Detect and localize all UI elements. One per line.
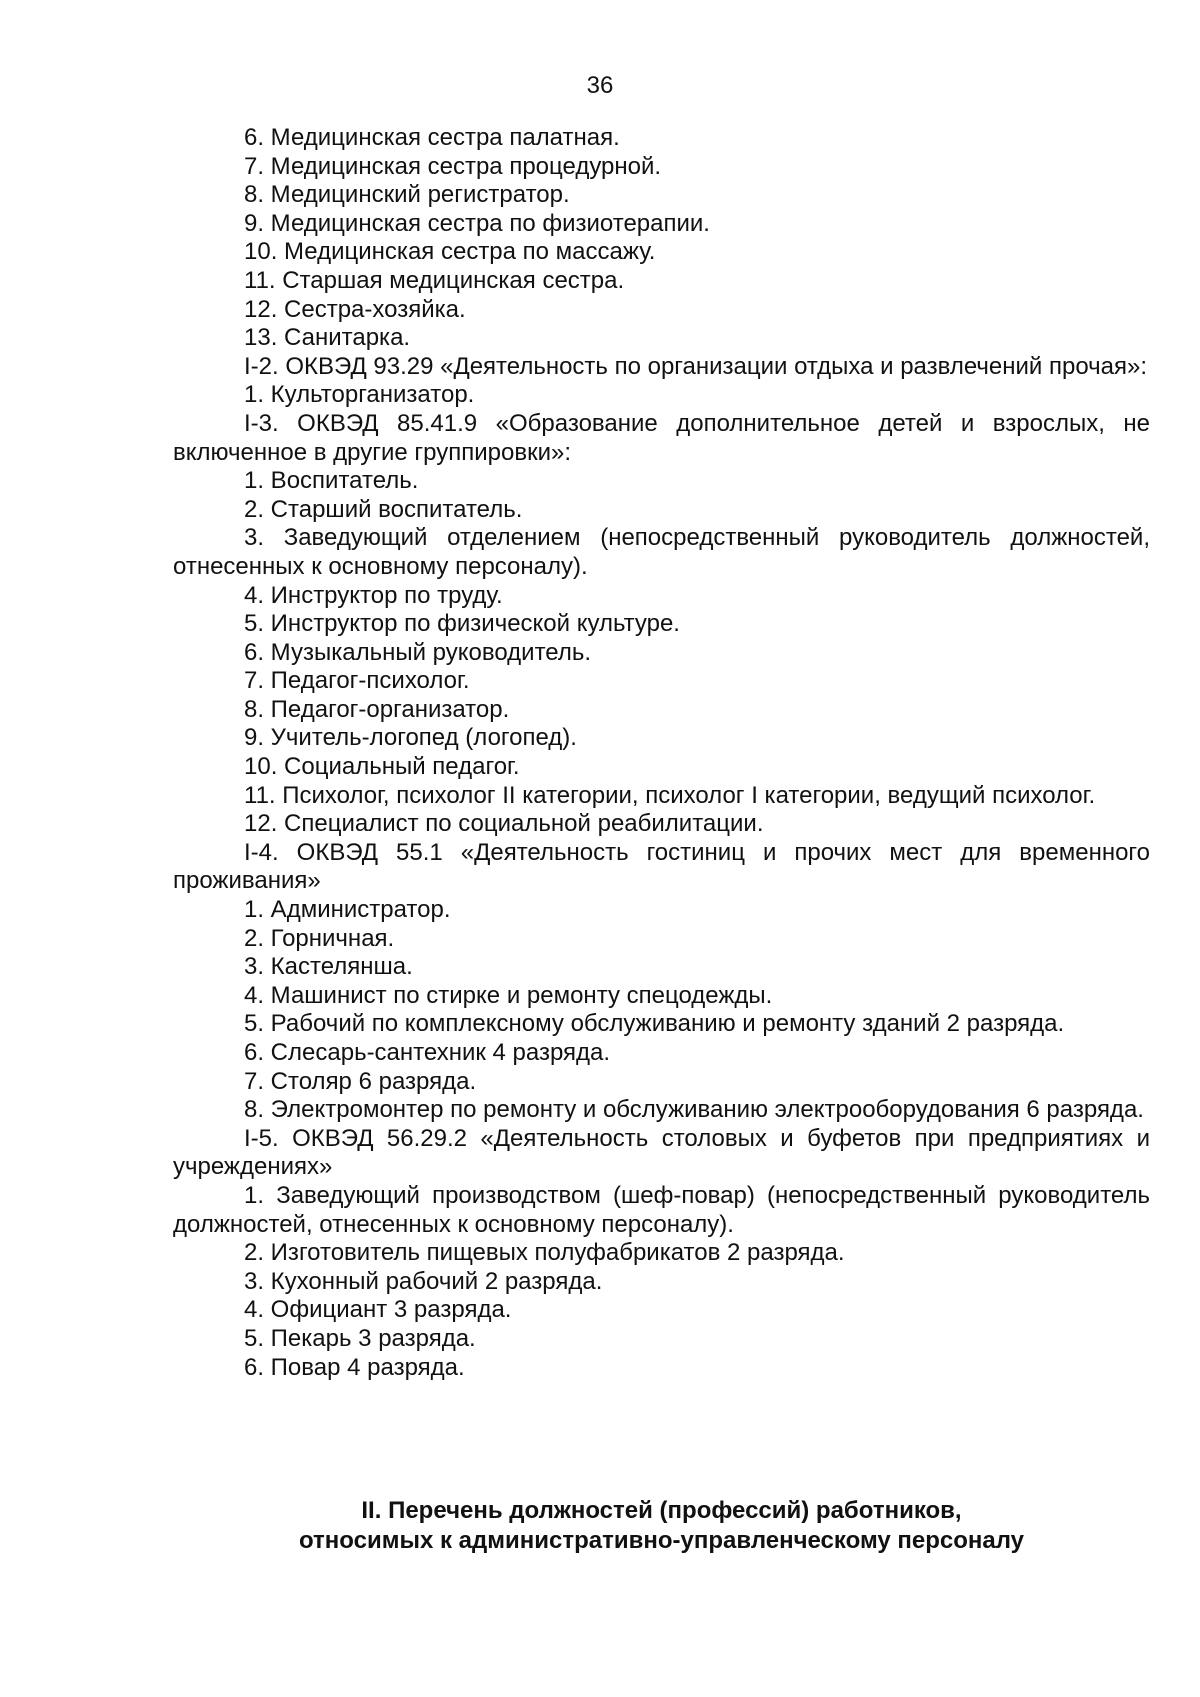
list-item: 5. Пекарь 3 разряда.	[244, 1324, 476, 1352]
list-item: 12. Сестра-хозяйка.	[244, 295, 466, 323]
list-item: 4. Инструктор по труду.	[244, 581, 503, 609]
list-item: 6. Медицинская сестра палатная.	[244, 124, 620, 151]
list-item: 1. Администратор.	[244, 896, 451, 924]
section-heading-line-2: относимых к административно-управленческому персоналу	[298, 1527, 1025, 1554]
list-item: 3. Кастелянша.	[244, 953, 413, 981]
section-heading	[173, 1496, 1150, 1556]
list-item: 6. Повар 4 разряда.	[244, 1353, 465, 1381]
list-item: 2. Старший воспитатель.	[244, 495, 523, 523]
okved-group-heading: I-3. ОКВЭД 85.41.9 «Образование дополнительное детей и взрослых, не включенное в другие группировки»:	[173, 409, 1150, 466]
list-item: 1. Воспитатель.	[244, 467, 419, 495]
position-list	[173, 124, 1150, 1382]
list-item: 9. Медицинская сестра по физиотерапии.	[244, 209, 710, 237]
list-item: 6. Слесарь-сантехник 4 разряда.	[244, 1039, 611, 1066]
list-item: 10. Медицинская сестра по массажу.	[244, 238, 656, 266]
list-item: 4. Машинист по стирке и ремонту спецодежды.	[244, 981, 773, 1009]
okved-group-heading: I-5. ОКВЭД 56.29.2 «Деятельность столовых и буфетов при предприятиях и учреждениях»	[173, 1124, 1150, 1181]
list-item: 8. Медицинский регистратор.	[244, 181, 570, 209]
list-item: 2. Горничная.	[244, 924, 395, 952]
list-item: 13. Санитарка.	[244, 324, 411, 352]
page-number: 36	[586, 72, 614, 99]
okved-group-heading: I-4. ОКВЭД 55.1 «Деятельность гостиниц и прочих мест для временного проживания»	[173, 838, 1150, 895]
list-item: 5. Рабочий по комплексному обслуживанию и ремонту зданий 2 разряда.	[244, 1010, 1065, 1038]
list-item: 7. Медицинская сестра процедурной.	[244, 152, 662, 180]
list-item: 7. Столяр 6 разряда.	[244, 1067, 477, 1095]
list-item: 1. Культорганизатор.	[244, 381, 475, 409]
list-item: 10. Социальный педагог.	[244, 753, 520, 781]
list-item: 3. Заведующий отделением (непосредственный руководитель должностей, отнесенных к основному персоналу).	[173, 524, 1150, 580]
list-item: 1. Заведующий производством (шеф-повар) (непосредственный руководитель должностей, отнесенных к основному персоналу).	[173, 1181, 1150, 1238]
list-item: 5. Инструктор по физической культуре.	[244, 610, 680, 638]
list-item: 6. Музыкальный руководитель.	[244, 638, 592, 666]
list-item: 8. Электромонтер по ремонту и обслуживанию электрооборудования 6 разряда.	[244, 1096, 1144, 1124]
list-item: 8. Педагог-организатор.	[244, 695, 510, 723]
list-item: 11. Психолог, психолог II категории, психолог I категории, ведущий психолог.	[244, 781, 1096, 809]
list-item: 2. Изготовитель пищевых полуфабрикатов 2 разряда.	[244, 1239, 845, 1267]
list-item: 3. Кухонный рабочий 2 разряда.	[244, 1267, 603, 1295]
okved-group-heading: I-2. ОКВЭД 93.29 «Деятельность по организации отдыха и развлечений прочая»:	[244, 352, 1147, 380]
list-item: 7. Педагог-психолог.	[244, 667, 470, 695]
list-item: 11. Старшая медицинская сестра.	[244, 266, 625, 294]
section-heading-line-1: II. Перечень должностей (профессий) работников,	[361, 1497, 962, 1524]
list-item: 9. Учитель-логопед (логопед).	[244, 724, 577, 752]
list-item: 4. Официант 3 разряда.	[244, 1296, 512, 1324]
list-item: 12. Специалист по социальной реабилитации.	[244, 810, 764, 838]
